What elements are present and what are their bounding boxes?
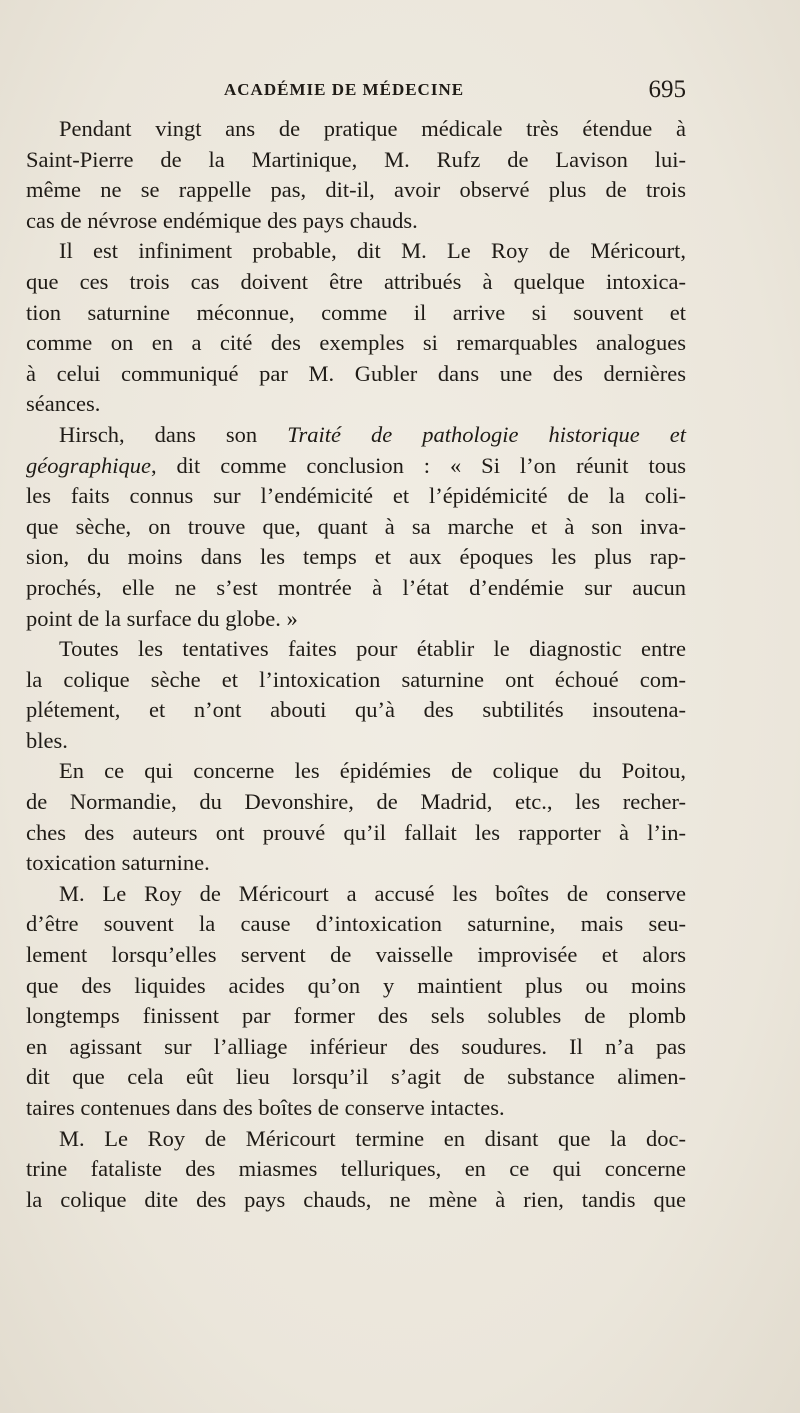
text-line: sion, du moins dans les temps et aux époques les plus rap-: [26, 544, 686, 570]
text-line: ches des auteurs ont prouvé qu’il fallait les rapporter à l’in-: [26, 819, 686, 845]
text-line: que sèche, on trouve que, quant à sa marche et à son inva-: [26, 513, 686, 539]
text-line: tion saturnine méconnue, comme il arrive si souvent et: [26, 299, 686, 325]
text-line: que des liquides acides qu’on y maintient plus ou moins: [26, 972, 686, 998]
text-line: lement lorsqu’elles servent de vaisselle improvisée et alors: [26, 942, 686, 968]
running-head: ACADÉMIE DE MÉDECINE: [224, 80, 465, 99]
text-line: longtemps finissent par former des sels solubles de plomb: [26, 1003, 686, 1029]
text-line: M. Le Roy de Méricourt a accusé les boîtes de conserve: [59, 880, 686, 906]
text-line: point de la surface du globe. »: [26, 605, 298, 631]
text-line: taires contenues dans des boîtes de conserve intactes.: [26, 1095, 505, 1120]
page-number: 695: [648, 76, 686, 103]
text-line: bles.: [26, 727, 68, 753]
text-line: dit que cela eût lieu lorsqu’il s’agit de substance alimen-: [26, 1064, 686, 1090]
page-header: [26, 76, 686, 110]
text-line: d’être souvent la cause d’intoxication saturnine, mais seu-: [26, 911, 686, 937]
text-line: trine fataliste des miasmes telluriques, en ce qui concerne: [26, 1156, 686, 1182]
text-line: la colique dite des pays chauds, ne mène à rien, tandis que: [26, 1186, 686, 1212]
text-line: séances.: [26, 391, 101, 417]
text-line: plétement, et n’ont abouti qu’à des subtilités insoutena-: [26, 697, 686, 723]
text-line: [26, 451, 686, 482]
text-line: Toutes les tentatives faites pour établir le diagnostic entre: [59, 636, 686, 662]
text-line: En ce qui concerne les épidémies de colique du Poitou,: [59, 758, 686, 784]
text-segment: Hirsch, dans son: [59, 421, 288, 447]
text-line: les faits connus sur l’endémicité et l’épidémicité de la coli-: [26, 483, 686, 509]
text-line: Saint-Pierre de la Martinique, M. Rufz de Lavison lui-: [26, 146, 686, 172]
body-text: [26, 114, 686, 1215]
text-line: toxication saturnine.: [26, 850, 210, 876]
text-line: de Normandie, du Devonshire, de Madrid, etc., les recher-: [26, 789, 686, 815]
text-line: en agissant sur l’alliage inférieur des soudures. Il n’a pas: [26, 1033, 686, 1059]
text-line: M. Le Roy de Méricourt termine en disant que la doc-: [59, 1125, 686, 1151]
italic-text: géographique: [26, 452, 151, 478]
text-line: la colique sèche et l’intoxication saturnine ont échoué com-: [26, 666, 686, 692]
italic-text: Traité de pathologie historique et: [287, 421, 687, 447]
text-line: [26, 420, 686, 451]
text-line: prochés, elle ne s’est montrée à l’état d’endémie sur aucun: [26, 574, 686, 600]
text-line: comme on en a cité des exemples si remarquables analogues: [26, 330, 686, 356]
text-line: cas de névrose endémique des pays chauds.: [26, 207, 418, 233]
text-line: Pendant vingt ans de pratique médicale très étendue à: [59, 116, 686, 141]
text-line: Il est infiniment probable, dit M. Le Roy de Méricourt,: [59, 238, 686, 264]
text-segment: , dit comme conclusion : « Si l’on réunit tous: [150, 452, 686, 478]
text-line: même ne se rappelle pas, dit-il, avoir observé plus de trois: [26, 177, 686, 203]
text-line: à celui communiqué par M. Gubler dans une des dernières: [26, 360, 686, 386]
text-line: que ces trois cas doivent être attribués à quelque intoxica-: [26, 268, 686, 294]
